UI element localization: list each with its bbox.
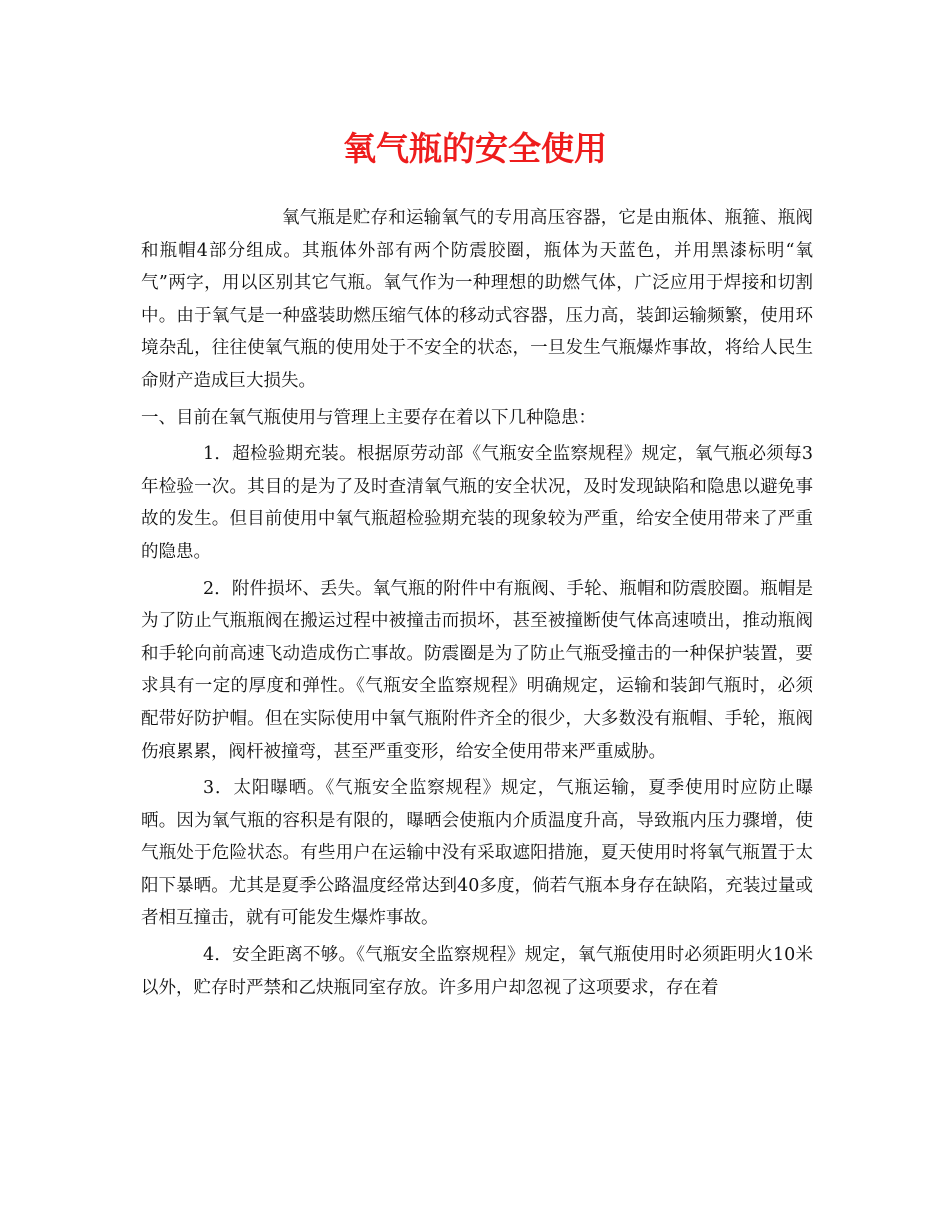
section-heading: 一、目前在氧气瓶使用与管理上主要存在着以下几种隐患：: [141, 407, 596, 428]
hazard-item-3: 3．太阳曝晒。《气瓶安全监察规程》规定，气瓶运输，夏季使用时应防止曝晒。因为氧气瓶的容积是有限的，曝晒会使瓶内介质温度升高，导致瓶内压力骤增，使气瓶处于危险状态。有些用户在运输中没有采取遮阳措施，夏天使用时将氧气瓶置于太阳下暴晒。尤其是夏季公路温度经常达到40多度，倘若气瓶本身存在缺陷，充装过量或者相互撞击，就有可能发生爆炸事故。: [141, 778, 813, 929]
intro-paragraph: 氧气瓶是贮存和运输氧气的专用高压容器，它是由瓶体、瓶箍、瓶阀和瓶帽4部分组成。其瓶体外部有两个防震胶圈，瓶体为天蓝色，并用黑漆标明“氧气”两字，用以区别其它气瓶。氧气作为一种理想的助燃气体，广泛应用于焊接和切割中。由于氧气是一种盛装助燃压缩气体的移动式容器，压力高，装卸运输频繁，使用环境杂乱，往往使氧气瓶的使用处于不安全的状态，一旦发生气瓶爆炸事故，将给人民生命财产造成巨大损失。: [141, 208, 813, 391]
document-body: [141, 202, 813, 1008]
document-title: 氧气瓶的安全使用: [343, 129, 607, 168]
hazard-item-1: 1．超检验期充装。根据原劳动部《气瓶安全监察规程》规定，氧气瓶必须每3年检验一次。其目的是为了及时查清氧气瓶的安全状况，及时发现缺陷和隐患以避免事故的发生。但目前使用中氧气瓶超检验期充装的现象较为严重，给安全使用带来了严重的隐患。: [141, 444, 813, 562]
hazard-item-4: 4．安全距离不够。《气瓶安全监察规程》规定，氧气瓶使用时必须距明火10米以外，贮存时严禁和乙炔瓶同室存放。许多用户却忽视了这项要求，存在着: [141, 945, 813, 998]
hazard-item-2: 2．附件损坏、丢失。氧气瓶的附件中有瓶阀、手轮、瓶帽和防震胶圈。瓶帽是为了防止气瓶瓶阀在搬运过程中被撞击而损坏，甚至被撞断使气体高速喷出，推动瓶阀和手轮向前高速飞动造成伤亡事故。防震圈是为了防止气瓶受撞击的一种保护装置，要求具有一定的厚度和弹性。《气瓶安全监察规程》明确规定，运输和装卸气瓶时，必须配带好防护帽。但在实际使用中氧气瓶附件齐全的很少，大多数没有瓶帽、手轮，瓶阀伤痕累累，阀杆被撞弯，甚至严重变形，给安全使用带来严重威胁。: [141, 578, 813, 762]
